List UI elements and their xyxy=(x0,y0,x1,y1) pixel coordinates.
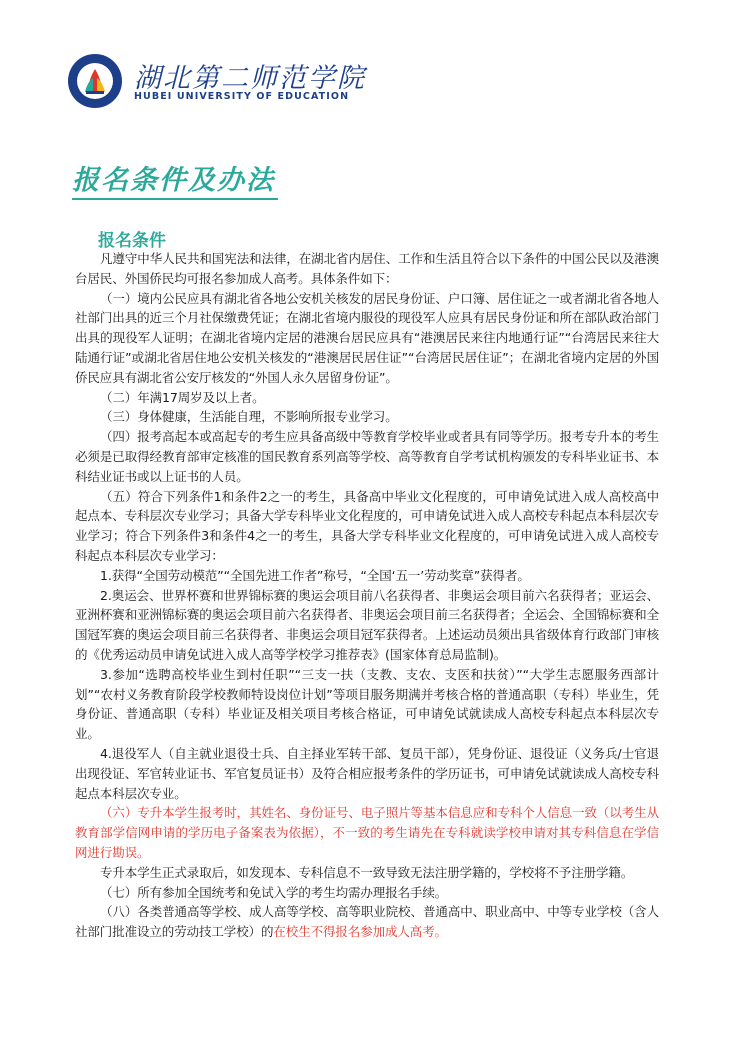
paragraph-exempt-2: 2.奥运会、世界杯赛和世界锦标赛的奥运会项目前八名获得者、非奥运会项目前六名获得者；亚运会、亚洲杯赛和亚洲锦标赛的奥运会项目前六名获得者、非奥运会项目前三名获得者；全运会、全国锦标赛和全国冠军赛的奥运会项目前三名获得者、非奥运会项目冠军获得者。上述运动员须出具省级体育行政部门审核的《优秀运动员申请免试进入成人高等学校学习推荐表》(国家体育总局监制)。 xyxy=(75,587,659,662)
paragraph-condition-2: （二）年满17周岁及以上者。 xyxy=(100,389,265,405)
paragraph-exempt-1: 1.获得“全国劳动模范”“全国先进工作者”称号，“全国‘五一’劳动奖章”获得者。 xyxy=(100,567,530,583)
university-logo-icon xyxy=(68,54,122,108)
condition-8-warning: 在校生不得报名参加成人高考。 xyxy=(273,924,448,940)
section-heading: 报名条件 xyxy=(98,231,166,251)
paragraph-condition-4: （四）报考高起本或高起专的考生应具备高级中等教育学校毕业或者具有同等学历。报考专升本的考生必须是已取得经教育部审定核准的国民教育系列高等学校、高等教育自学考试机构颁发的专科毕业证书、本科结业证书或以上证书的人员。 xyxy=(75,429,659,484)
university-name-en: HUBEI UNIVERSITY OF EDUCATION xyxy=(134,91,350,102)
title-underline xyxy=(72,198,278,200)
university-header xyxy=(68,54,368,110)
paragraph-condition-1: （一）境内公民应具有湖北省各地公安机关核发的居民身份证、户口簿、居住证之一或者湖北省各地人社部门出具的近三个月社保缴费凭证；在湖北省境内服役的现役军人应具有居民身份证和所在部队政治部门出具的现役军人证明；在湖北省境内定居的港澳台居民应具有“港澳居民来往内地通行证”“台湾居民来往大陆通行证”或湖北省居住地公安机关核发的“港澳居民居住证”“台湾居民居住证”；在湖北省境内定居的外国侨民应具有湖北省公安厅核发的“外国人永久居留身份证”。 xyxy=(75,290,659,385)
page-title: 报名条件及办法 xyxy=(72,165,275,196)
condition-8-text: （八）各类普通高等学校、成人高等学校、高等职业院校、普通高中、职业高中、中等专业学校（含人社部门批准设立的劳动技工学校）的 xyxy=(75,904,659,940)
paragraph-intro: 凡遵守中华人民共和国宪法和法律，在湖北省内居住、工作和生活且符合以下条件的中国公民以及港澳台居民、外国侨民均可报名参加成人高考。具体条件如下： xyxy=(75,251,659,286)
paragraph-condition-8 xyxy=(75,902,659,942)
paragraph-condition-3: （三）身体健康，生活能自理，不影响所报专业学习。 xyxy=(100,409,398,425)
document-body xyxy=(75,249,659,942)
paragraph-condition-6-warning: （六）专升本学生报考时，其姓名、身份证号、电子照片等基本信息应和专科个人信息一致（以考生从教育部学信网申请的学历电子备案表为依据），不一致的考生请先在专科就读学校申请对其专科信息在学信网进行勘误。 xyxy=(75,805,659,860)
paragraph-exempt-4: 4.退役军人（自主就业退役士兵、自主择业军转干部、复员干部），凭身份证、退役证（义务兵/士官退出现役证、军官转业证书、军官复员证书）及符合相应报考条件的学历证书，可申请免试就读成人高校专科起点本科层次专业。 xyxy=(75,745,659,801)
paragraph-registration-note: 专升本学生正式录取后，如发现本、专科信息不一致导致无法注册学籍的，学校将不予注册学籍。 xyxy=(100,864,634,880)
paragraph-exempt-3: 3.参加“选聘高校毕业生到村任职”“三支一扶（支教、支农、支医和扶贫）”“大学生志愿服务西部计划”“农村义务教育阶段学校教师特设岗位计划”等项目服务期满并考核合格的普通高职（专科）毕业生，凭身份证、普通高职（专科）毕业证及相关项目考核合格证，可申请免试就读成人高校专科起点本科层次专业。 xyxy=(75,666,659,742)
university-name-cn: 湖北第二师范学院 xyxy=(134,63,366,94)
paragraph-condition-7: （七）所有参加全国统考和免试入学的考生均需办理报名手续。 xyxy=(100,884,448,900)
paragraph-condition-5: （五）符合下列条件1和条件2之一的考生，具备高中毕业文化程度的，可申请免试进入成人高校高中起点本、专科层次专业学习；具备大学专科毕业文化程度的，可申请免试进入成人高校专科起点本科层次专业学习；符合下列条件3和条件4之一的考生，具备大学专科毕业文化程度的，可申请免试进入成人高校专科起点本科层次专业学习： xyxy=(75,488,659,563)
